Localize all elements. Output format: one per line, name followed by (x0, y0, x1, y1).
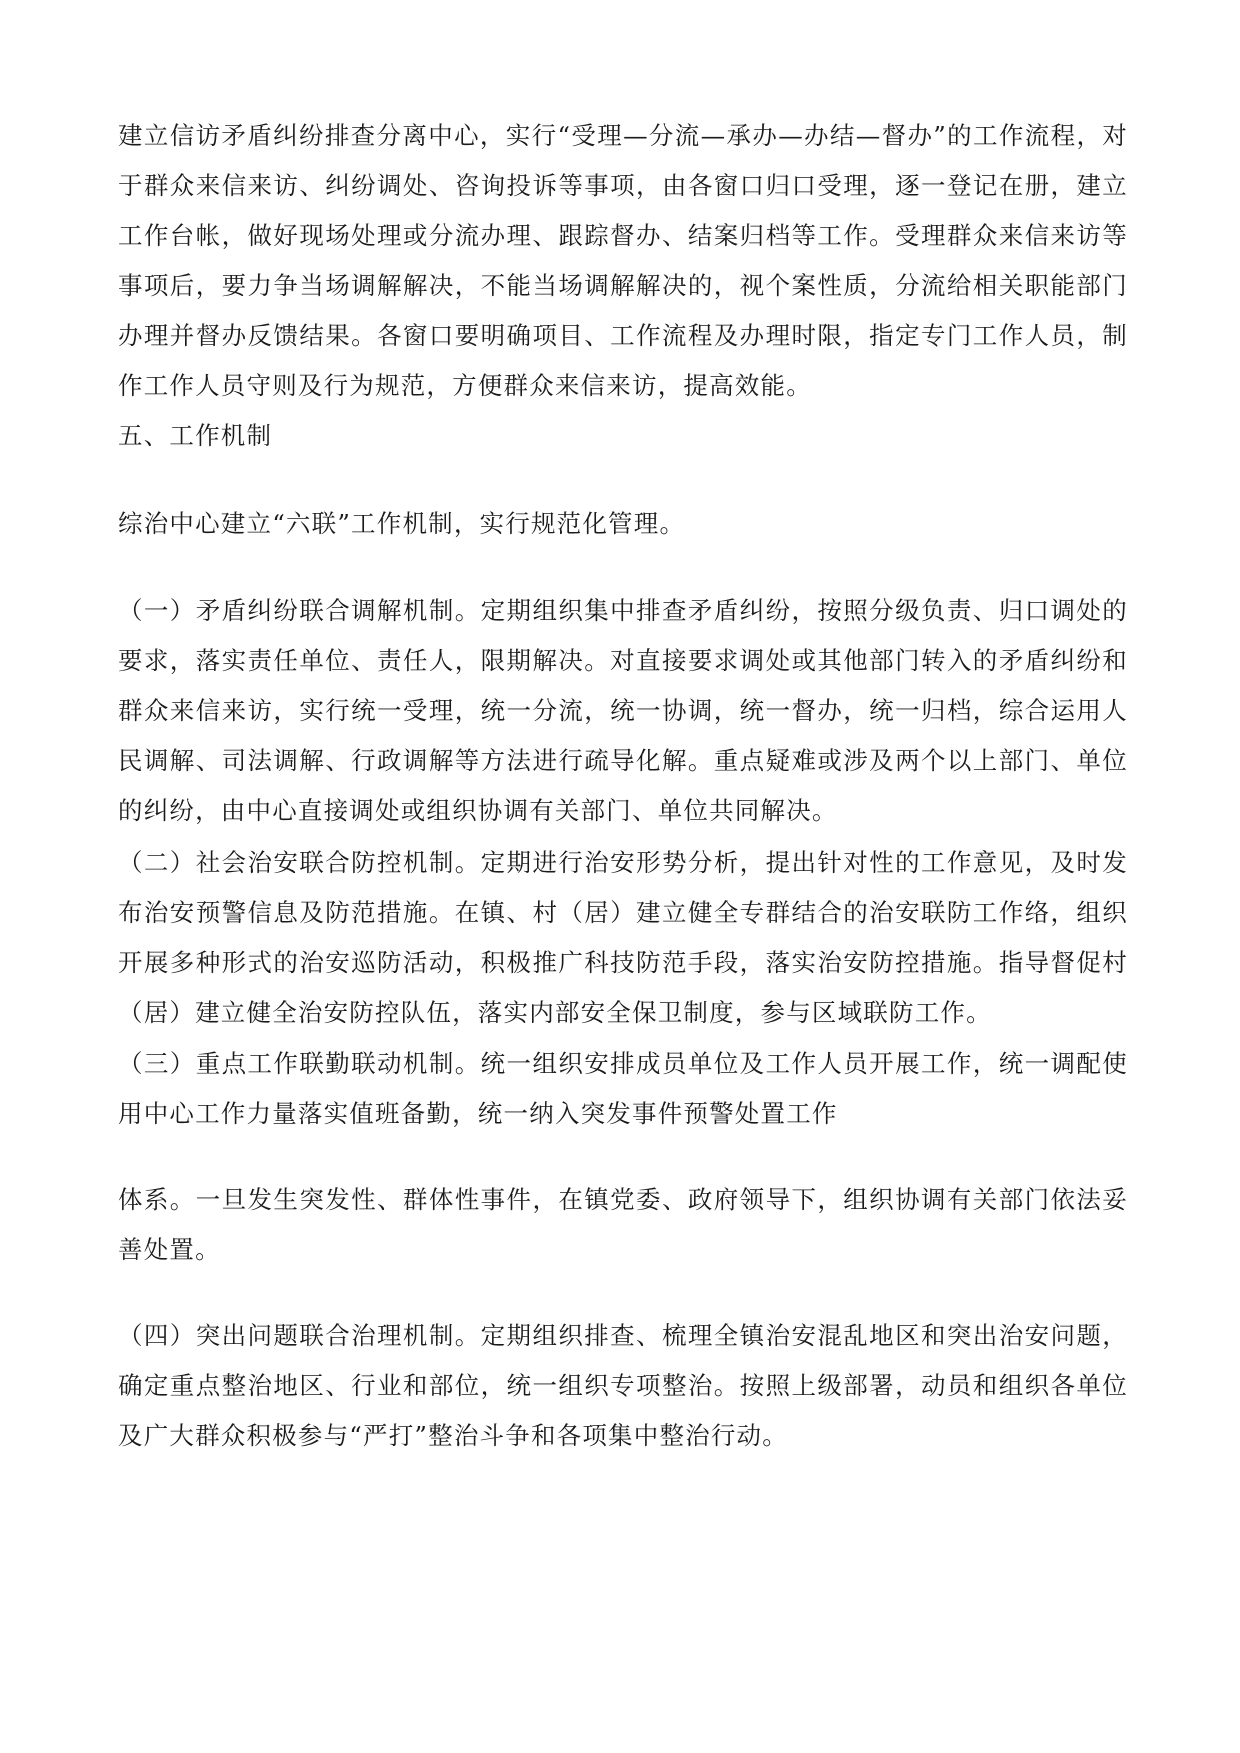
paragraph-emergency-handling: 体系。一旦发生突发性、群体性事件，在镇党委、政府领导下，组织协调有关部门依法妥善处置。 (118, 1185, 1128, 1264)
paragraph-key-work-linkage: （三）重点工作联勤联动机制。统一组织安排成员单位及工作人员开展工作，统一调配使用中心工作力量落实值班备勤，统一纳入突发事件预警处置工作 (118, 1049, 1128, 1128)
section-heading-work-mechanism: 五、工作机制 (118, 421, 273, 450)
paragraph-joint-governance: （四）突出问题联合治理机制。定期组织排查、梳理全镇治安混乱地区和突出治安问题，确定重点整治地区、行业和部位，统一组织专项整治。按照上级部署，动员和组织各单位及广大群众积极参与“严打”整治斗争和各项集中整治行动。 (118, 1321, 1128, 1450)
paragraph-dispute-mediation: （一）矛盾纠纷联合调解机制。定期组织集中排查矛盾纠纷，按照分级负责、归口调处的要求，落实责任单位、责任人，限期解决。对直接要求调处或其他部门转入的矛盾纠纷和群众来信来访，实行统一受理，统一分流，统一协调，统一督办，统一归档，综合运用人民调解、司法调解、行政调解等方法进行疏导化解。重点疑难或涉及两个以上部门、单位的纠纷，由中心直接调处或组织协调有关部门、单位共同解决。 (118, 596, 1128, 825)
paragraph-public-security: （二）社会治安联合防控机制。定期进行治安形势分析，提出针对性的工作意见，及时发布治安预警信息及防范措施。在镇、村（居）建立健全专群结合的治安联防工作络，组织开展多种形式的治安巡防活动，积极推广科技防范手段，落实治安防控措施。指导督促村（居）建立健全治安防控队伍，落实内部安全保卫制度，参与区域联防工作。 (118, 848, 1128, 1027)
paragraph-complaint-center: 建立信访矛盾纠纷排查分离中心，实行“受理—分流—承办—办结—督办”的工作流程，对于群众来信来访、纠纷调处、咨询投诉等事项，由各窗口归口受理，逐一登记在册，建立工作台帐，做好现场处理或分流办理、跟踪督办、结案归档等工作。受理群众来信来访等事项后，要力争当场调解解决，不能当场调解解决的，视个案性质，分流给相关职能部门办理并督办反馈结果。各窗口要明确项目、工作流程及办理时限，指定专门工作人员，制作工作人员守则及行为规范，方便群众来信来访，提高效能。 (118, 121, 1128, 400)
paragraph-six-links-intro: 综治中心建立“六联”工作机制，实行规范化管理。 (118, 509, 686, 538)
